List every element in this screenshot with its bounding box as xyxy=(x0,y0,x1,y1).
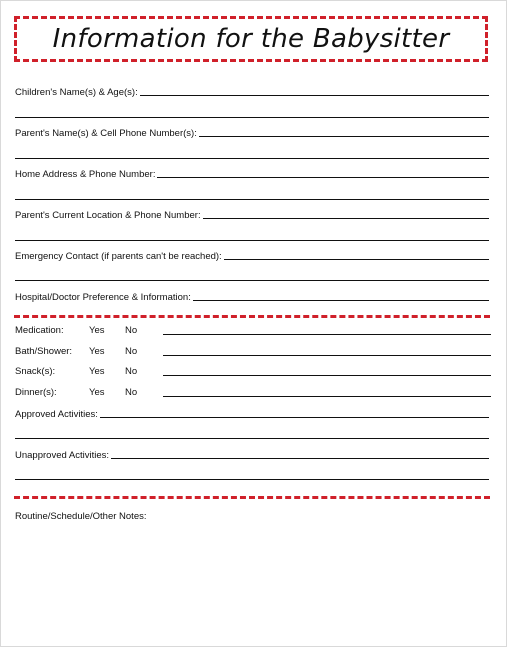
snack-label: Snack(s): xyxy=(15,366,56,377)
emergency-line[interactable] xyxy=(224,259,489,260)
unapproved-line[interactable] xyxy=(111,458,489,459)
page-title: Information for the Babysitter xyxy=(52,24,450,54)
parents-line-2[interactable] xyxy=(15,158,489,159)
approved-label: Approved Activities: xyxy=(15,409,98,420)
unapproved-line-2[interactable] xyxy=(15,479,489,480)
bath-row xyxy=(15,345,491,359)
home-label: Home Address & Phone Number: xyxy=(15,169,156,180)
medication-yes[interactable]: Yes xyxy=(89,325,105,336)
dinner-yes[interactable]: Yes xyxy=(89,387,105,398)
approved-line[interactable] xyxy=(100,417,489,418)
bath-no[interactable]: No xyxy=(125,346,138,357)
parents-line[interactable] xyxy=(199,136,489,137)
dinner-line[interactable] xyxy=(163,396,491,397)
children-field[interactable] xyxy=(15,84,489,98)
approved-field[interactable] xyxy=(15,406,489,420)
snack-no[interactable]: No xyxy=(125,366,138,377)
snack-row xyxy=(15,365,491,379)
title-box xyxy=(14,16,488,62)
dinner-no[interactable]: No xyxy=(125,387,138,398)
medication-no[interactable]: No xyxy=(125,325,138,336)
home-field[interactable] xyxy=(15,166,489,180)
snack-line[interactable] xyxy=(163,375,491,376)
section-divider-2 xyxy=(14,496,490,499)
emergency-label: Emergency Contact (if parents can't be reached): xyxy=(15,251,222,262)
location-line[interactable] xyxy=(203,218,489,219)
children-line-2[interactable] xyxy=(15,117,489,118)
children-label: Children's Name(s) & Age(s): xyxy=(15,87,138,98)
dinner-label: Dinner(s): xyxy=(15,387,57,398)
bath-label: Bath/Shower: xyxy=(15,346,73,357)
hospital-field[interactable] xyxy=(15,289,489,303)
unapproved-field[interactable] xyxy=(15,447,489,461)
emergency-line-2[interactable] xyxy=(15,280,489,281)
location-line-2[interactable] xyxy=(15,240,489,241)
parents-label: Parent's Name(s) & Cell Phone Number(s): xyxy=(15,128,197,139)
emergency-field[interactable] xyxy=(15,248,489,262)
location-label: Parent's Current Location & Phone Number: xyxy=(15,210,201,221)
bath-yes[interactable]: Yes xyxy=(89,346,105,357)
dinner-row xyxy=(15,386,491,400)
hospital-line[interactable] xyxy=(193,300,489,301)
snack-yes[interactable]: Yes xyxy=(89,366,105,377)
approved-line-2[interactable] xyxy=(15,438,489,439)
medication-label: Medication: xyxy=(15,325,64,336)
medication-row xyxy=(15,324,491,338)
location-field[interactable] xyxy=(15,207,489,221)
bath-line[interactable] xyxy=(163,355,491,356)
unapproved-label: Unapproved Activities: xyxy=(15,450,109,461)
medication-line[interactable] xyxy=(163,334,491,335)
home-line-2[interactable] xyxy=(15,199,489,200)
parents-field[interactable] xyxy=(15,125,489,139)
section-divider-1 xyxy=(14,315,490,318)
children-line[interactable] xyxy=(140,95,489,96)
hospital-label: Hospital/Doctor Preference & Information: xyxy=(15,292,191,303)
notes-label: Routine/Schedule/Other Notes: xyxy=(15,511,147,522)
home-line[interactable] xyxy=(157,177,489,178)
